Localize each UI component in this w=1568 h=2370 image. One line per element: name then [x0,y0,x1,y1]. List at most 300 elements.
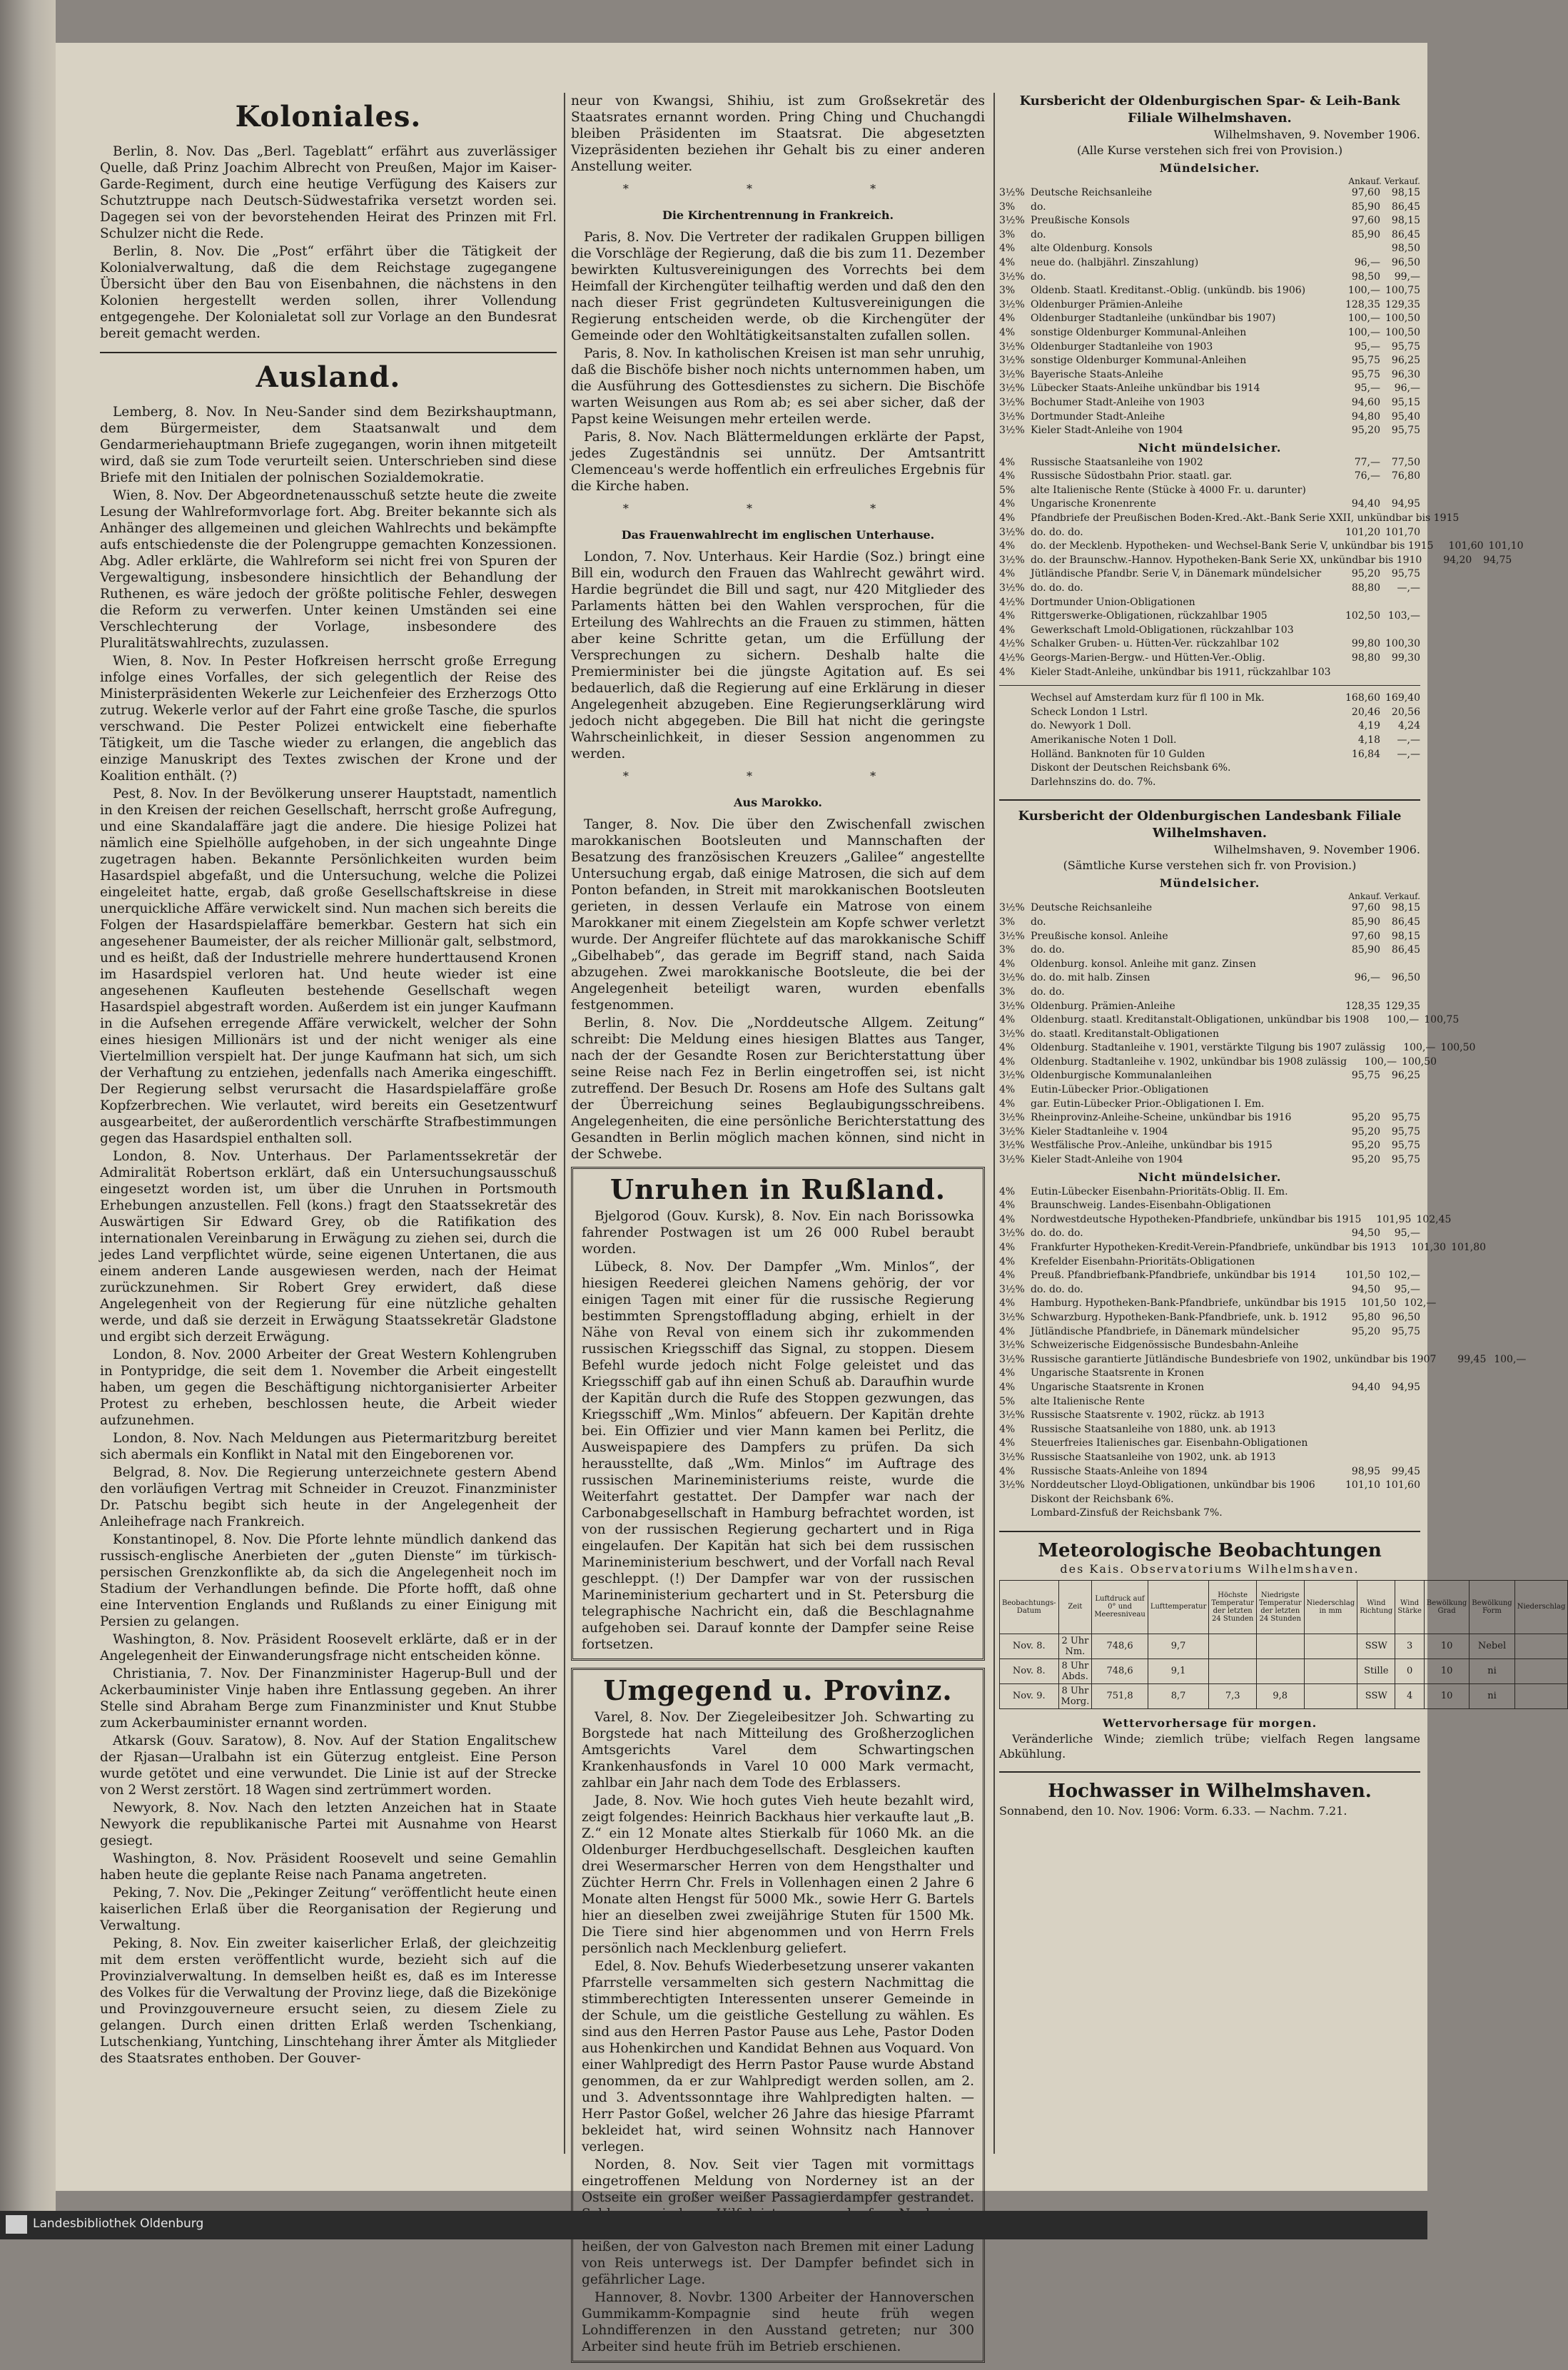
article: Washington, 8. Nov. Präsident Roosevelt und seine Gemahlin haben heute die geplante Reise nach Panama angetreten. [100,1851,557,1883]
security-name: Schwarzburg. Hypotheken-Bank-Pfandbriefe, unk. b. 1912 [1031,1311,1327,1323]
heading-umgegend: Umgegend u. Provinz. [603,1674,953,1706]
rate-value: 4% [999,256,1016,268]
buy-price [1330,1339,1380,1353]
security-name: do. do. do. [1031,582,1083,594]
rate-row [999,652,1420,666]
rate-value: 3% [999,201,1016,213]
sell-price: 101,80 [1451,1242,1487,1253]
rate-row [999,986,1420,1000]
rate-value [999,706,1031,720]
rate-row [999,1339,1420,1353]
buy-price [1330,986,1380,1000]
sell-price: 98,15 [1391,215,1420,227]
sell-price: 95,75 [1391,1125,1420,1138]
buy-price: 94,20 [1443,554,1472,566]
weather-cell: 0 [1395,1659,1425,1683]
security-name: Ungarische Staatsrente in Kronen [1031,1381,1204,1393]
kursbericht-note: (Sämtliche Kurse verstehen sich fr. von Provision.) [1063,859,1357,873]
rate-value: 4½% [999,638,1025,650]
rate-value: 4½% [999,596,1025,608]
rate-value: 3½% [999,1283,1025,1295]
rate-table [999,1185,1527,1521]
security-name: Russische Staatsanleihe von 1902 [1031,456,1203,468]
rate-value: 3½% [999,298,1025,310]
buy-price [1330,1451,1380,1465]
section-stars: * * * [622,769,934,783]
sell-price: 100,75 [1424,1014,1460,1026]
weather-cell [1256,1659,1304,1683]
buy-price: 95,75 [1351,1070,1380,1082]
buy-price: 168,60 [1345,692,1380,704]
buy-price: 4,18 [1357,734,1380,746]
rate-row [999,719,1420,734]
buy-price [1330,1367,1380,1381]
rate-row [999,270,1420,285]
rate-row [999,298,1420,313]
buy-price: 94,50 [1351,1227,1380,1240]
rate-row [999,666,1420,680]
rate-row [999,748,1420,762]
rate-row [999,1381,1420,1395]
buy-price [1330,1185,1380,1200]
weather-cell: SSW [1357,1683,1395,1708]
article: Belgrad, 8. Nov. Die Regierung unterzeichnete gestern Abend den vorläufigen Vertrag mit Schneider in Creuzot. Finanzminister Dr. Patschu begibt sich heute in der Angelegenheit der Anleihefrage nach Frankreich. [100,1465,557,1529]
sell-price: 95,— [1394,1283,1420,1295]
buy-price: 76,— [1354,470,1380,482]
sell-price: 100,50 [1402,1055,1437,1068]
rate-value: 3½% [999,1112,1025,1124]
buy-price: 4,19 [1357,720,1380,732]
sell-price: 95,40 [1391,410,1420,422]
heading-ausland: Ausland. [256,360,401,394]
sell-price [1380,986,1420,1000]
buy-price: 20,46 [1351,706,1380,718]
weather-column-header: Lufttemperatur [1148,1580,1209,1634]
rate-row [999,256,1420,270]
kursbericht-note: (Alle Kurse verstehen sich frei von Provision.) [1076,143,1343,157]
rate-row [999,410,1420,425]
security-name: do. do. do. [1031,526,1083,538]
sell-price: 96,30 [1391,368,1420,380]
rate-row [999,214,1420,228]
security-name: Amerikanische Noten 1 Doll. [1031,734,1177,746]
weather-cell: SSW [1357,1634,1395,1659]
weather-cell: 751,8 [1092,1683,1148,1708]
security-name: Ungarische Staatsrente in Kronen [1031,1367,1204,1379]
security-name: do. do. mit halb. Zinsen [1031,972,1150,984]
rate-row [999,1311,1420,1325]
sell-price [1380,624,1420,638]
article: Wien, 8. Nov. In Pester Hofkreisen herrscht große Erregung infolge eines Vorfalles, der sich gelegentlich der Reise des Ministerpräsidenten Wekerle zur Leichenfeier des Erzherzogs Otto zutrug. Wekerle verlor auf der Fahrt eine große Tasche, die spurlos verschwand. Die Pester Polizei entwickelt eine fieberhafte Tätigkeit, um die Tasche wieder zu erlangen, die angeblich das einzige Manuskript des Textes zwischen der Krone und der Koalition enthält. (?) [100,654,557,784]
security-name: Oldenburg. Stadtanleihe v. 1902, unkündbar bis 1908 zulässig [1031,1055,1347,1068]
sell-price: 102,45 [1416,1213,1452,1225]
buy-price: 95,75 [1351,355,1380,367]
weather-column-header: Höchste Temperatur der letzten 24 Stunden [1209,1580,1257,1634]
rate-value [999,719,1031,734]
buy-price: 100,— [1403,1042,1436,1054]
hochwasser-title: Hochwasser in Wilhelmshaven. [1048,1780,1372,1802]
sell-price: 95,— [1394,1227,1420,1240]
weather-cell: Nov. 8. [1000,1634,1059,1659]
sell-price [1380,1255,1420,1270]
weather-cell: 9,1 [1148,1659,1209,1683]
security-name: Gewerkschaft Lmold-Obligationen, rückzahlbar 103 [1031,624,1294,636]
sell-price: 99,30 [1391,652,1420,664]
sell-price: 98,15 [1391,902,1420,914]
column-a [100,93,557,2068]
buy-price: 97,60 [1351,930,1380,942]
rate-row [999,242,1420,256]
weather-cell: 10 [1424,1659,1469,1683]
sell-price: 98,50 [1391,243,1420,255]
security-name: Russische Staatsanleihe von 1902, unk. ab 1913 [1031,1451,1276,1463]
security-name: Lübecker Staats-Anleihe unkündbar bis 1914 [1031,383,1260,395]
rate-value [999,776,1031,790]
rate-value: 4% [999,958,1016,970]
rate-value: 4% [999,1185,1016,1197]
security-name: Oldenburgische Kommunalanleihen [1031,1070,1212,1082]
rate-row [999,1506,1420,1521]
section-stars: * * * [622,182,934,196]
security-name: do. [1031,916,1046,928]
article: Berlin, 8. Nov. Das „Berl. Tageblatt“ erfährt aus zuverlässiger Quelle, daß Prinz Joachim Albrecht von Preußen, Major im Kaiser-Garde-Regiment, durch eine heutige Verfügung des Kaisers zur Schutztruppe nach Deutsch-Südwestafrika versetzt worden sei. Dagegen sei von der bevorstehenden Heirat des Prinzen mit Frl. Schulzer nicht die Rede. [100,144,557,241]
sell-price: 96,25 [1391,1070,1420,1082]
buy-price: 100,— [1364,1055,1397,1068]
sell-price: 94,95 [1391,1381,1420,1393]
rate-row [999,1000,1420,1014]
rate-value: 4% [999,1242,1016,1253]
security-name: Kieler Stadt-Anleihe von 1904 [1031,425,1183,437]
security-name: Hamburg. Hypotheken-Bank-Pfandbriefe, unkündbar bis 1915 [1031,1297,1347,1310]
weather-section [999,1539,1566,1761]
article: Lübeck, 8. Nov. Der Dampfer „Wm. Minlos“, der hiesigen Reederei gleichen Namens gehörig, der vor einigen Tagen mit einer für die russische Regierung bestimmten Sprengstoffladung abging, erhielt in der Nähe von Reval von einem sich ihr zukommenden russischen Kriegsschiff das Signal, zu stoppen. Diesem Befehl wurde jedoch nicht Folge geleistet und das Kriegsschiff gab auf ihn einen Schuß ab. Daraufhin wurde der Kapitän durch die Rufe des Stoppen gezwungen, das Kriegsschiff „Wm. Minlos“ abfeuern. Der Kapitän drehte bei. Ein Offizier und vier Mann kamen bei Perlitz, die Ausweispapiere des Dampfers zu prüfen. Da sich herausstellte, daß „Wm. Minlos“ im Auftrage des russischen Marineministeriums reiste, wurde die Weiterfahrt gestattet. Der Dampfer war nach der Carbonabgesellschaft in Hamburg befrachtet worden, ist von der russischen Regierung gechartert und in Riga eingelaufen. Der Kapitän hat sich bei dem russischen Marineministerium beschwert, und der Vorfall nach Reval geschleppt. (!) Der Dampfer war von der russischen Marineministerium gechartert und in St. Petersburg die telegraphische Nachricht ein, daß die Beschlagnahme aufgehoben sei. Darauf konnte der Dampfer seine Reise fortsetzen. [582,1260,974,1652]
sell-price: 96,— [1394,383,1420,395]
library-logo-icon [6,2215,27,2234]
rate-row [999,340,1420,355]
buy-price: 85,90 [1351,201,1380,213]
article: Wien, 8. Nov. Der Abgeordnetenausschuß setzte heute die zweite Lesung der Wahlreformvorlage fort. Abg. Breiter bekannte sich als Anhänger des allgemeinen und gleichen Wahlrechts und bekämpfte aufs entschiedenste die der Polengruppe gemachten Konzessionen. Abg. Adler erklärte, die Wahlreform sei nicht frei von Spuren der Vergewaltigung, insbesondere hinsichtlich der Behandlung der Ruthenen, es wäre jedoch der größte politische Fehler, deswegen die Reform zu verwerfen. Unter keinen Umständen sei eine Verschlechterung der Vorlage, insbesondere des Pluralitätswahlrechts, zuzulassen. [100,488,557,651]
weather-column-header: Niedrigste Temperatur der letzten 24 Stunden [1256,1580,1304,1634]
weather-cell [1304,1634,1357,1659]
sell-price [1380,1185,1420,1200]
hochwasser-text: Sonnabend, den 10. Nov. 1906: Vorm. 6.33. — Nachm. 7.21. [999,1803,1347,1818]
sell-price [1380,1423,1420,1437]
rate-row [999,958,1420,972]
sell-price [1380,1199,1420,1213]
sell-price [1509,512,1549,526]
sell-price: 86,45 [1391,201,1420,213]
weather-cell: Nov. 9. [1000,1683,1059,1708]
sell-price: 95,75 [1391,1112,1420,1124]
rate-value: 4% [999,1014,1016,1026]
rate-row [999,1367,1420,1381]
security-name: Bochumer Stadt-Anleihe von 1903 [1031,396,1205,408]
buy-price: 96,— [1354,972,1380,984]
security-name: Oldenburger Stadtanleihe (unkündbar bis 1907) [1031,313,1276,325]
rate-value: 3½% [999,1451,1025,1463]
rate-row [999,692,1420,706]
security-name: Bayerische Staats-Anleihe [1031,368,1163,380]
buy-price: 95,— [1354,383,1380,395]
rate-value: 3% [999,986,1016,998]
buy-price: 95,20 [1351,1140,1380,1152]
rate-row [999,1111,1420,1125]
security-name: Deutsche Reichsanleihe [1031,187,1153,198]
buy-price: 94,80 [1351,410,1380,422]
sell-price [1380,1493,1420,1507]
weather-column-header: Wind Richtung [1357,1580,1395,1634]
buy-price [1330,1199,1380,1213]
security-name: Russische Staats-Anleihe von 1894 [1031,1465,1208,1477]
rate-row [999,1028,1420,1042]
rate-row [999,186,1420,201]
sell-price: 101,70 [1385,526,1420,538]
column-header: Ankauf. Verkauf. [1348,176,1420,186]
sell-price: 101,10 [1488,540,1524,552]
weather-row [1000,1683,1568,1708]
buy-price: 95,20 [1351,425,1380,437]
sell-price [1380,761,1420,776]
divider [999,685,1420,686]
article: Lemberg, 8. Nov. In Neu-Sander sind dem Bezirkshauptmann, dem Bürgermeister, dem Staatsanwalt und dem Gendarmeriehauptmann Briefe zugegangen, worin ihnen mitgeteilt wird, daß sie zum Tode verurteilt seien. Unterschrieben sind diese Briefe mit den Initialen der polnischen Sozialdemokratie. [100,405,557,485]
kursbericht-date: Wilhelmshaven, 9. November 1906. [1213,128,1420,141]
security-name: do. [1031,270,1046,283]
rate-row [999,1395,1420,1409]
buy-price: 128,35 [1345,1000,1380,1012]
rate-row [999,1493,1420,1507]
weather-cell: 8 Uhr Morg. [1058,1683,1092,1708]
security-name: Oldenburger Stadtanleihe von 1903 [1031,340,1213,353]
weather-column-header: Bewölkung Form [1470,1580,1514,1634]
security-name: alte Oldenburg. Konsols [1031,243,1153,255]
weather-cell: 4 [1395,1683,1425,1708]
rate-value: 3½% [999,270,1025,283]
article: Norden, 8. Nov. Seit vier Tagen mit vormittags eingetroffenen Meldung von Norderney ist an der Ostseite ein großer weißer Passagierdampfer gestrandet. heißen, der von Galveston nach Bremen mit einer Ladung von Reis unterwegs ist. Der Dampfer befindet sich in gefährlicher Lage. [582,2157,974,2287]
buy-price [1330,1255,1380,1270]
article: Christiania, 7. Nov. Der Finanzminister Hagerup-Bull und der Ackerbauminister Vinje haben ihre Entlassung gegeben. An ihrer Stelle sind Abraham Berge zum Finanzminister und Knut Stubbe zum Ackerbauminister ernannt worden. [100,1666,557,1731]
buy-price [1330,958,1380,972]
article: Peking, 7. Nov. Die „Pekinger Zeitung“ veröffentlicht heute einen kaiserlichen Erlaß über die Reorganisation der Regierung und Verwaltung. [100,1885,557,1933]
weather-column-header: Bewölkung Grad [1424,1580,1469,1634]
kursbericht-landesbank [999,808,1527,1521]
rate-row [999,1041,1476,1055]
rate-row [999,201,1420,215]
rate-value: 3% [999,228,1016,240]
sell-price: 95,75 [1391,568,1420,580]
rate-row [999,1055,1437,1070]
rate-value: 3½% [999,1028,1025,1040]
article: Atkarsk (Gouv. Saratow), 8. Nov. Auf der Station Engalitschew der Rjasan—Uralbahn ist ein Güterzug entgleist. Eine Person wurde getötet und eine verwundet. Die Linie ist auf der Strecke von 2 Werst zerstört. 18 Wagen sind zertrümmert worden. [100,1733,557,1798]
subheading-mundelsicher: Mündelsicher. [1159,876,1260,891]
weather-cell: Nov. 8. [1000,1659,1059,1683]
sell-price [1380,1367,1420,1381]
buy-price [1330,776,1380,790]
rate-row [999,284,1420,298]
weather-column-header: Niederschlag [1514,1580,1568,1634]
sell-price: 96,25 [1391,355,1420,367]
weather-body [1000,1634,1568,1708]
article: Berlin, 8. Nov. Die „Norddeutsche Allgem. Zeitung“ schreibt: Die Meldung eines hiesigen Blattes aus Tanger, nach der der Gesandte Rosen zur Berichterstattung über seine Reise nach Fez in Berlin eingetroffen sei, ist nicht zutreffend. Der Besuch Dr. Rosens am Hofe des Sultans galt der Überreichung seines Beglaubigungsschreibens. Angelegenheiten, die eine persönliche Berichterstattung des Gesandten in Berlin möglich machen können, sind nicht in der Schwebe. [571,1016,985,1162]
sell-price: 96,50 [1391,1311,1420,1323]
column-c [999,93,1566,1820]
rate-row [999,456,1420,470]
rate-value: 3½% [999,187,1025,198]
buy-price: 101,50 [1345,1270,1380,1282]
rate-value: 4% [999,470,1016,482]
heading-frauenwahlrecht: Das Frauenwahlrecht im englischen Unterhause. [621,528,935,542]
rate-value: 3½% [999,215,1025,227]
subheading-nicht-mundelsicher: Nicht mündelsicher. [1138,440,1282,455]
buy-price: 95,— [1354,340,1380,353]
weather-cell: 9,7 [1148,1634,1209,1659]
rate-value: 4% [999,610,1016,622]
buy-price: 100,— [1387,1014,1420,1026]
weather-cell [1514,1634,1568,1659]
buy-price: 101,20 [1345,526,1380,538]
weather-cell [1209,1634,1257,1659]
security-name: Rittgerswerke-Obligationen, rückzahlbar 1905 [1031,610,1268,622]
sell-price: 86,45 [1391,944,1420,956]
weather-cell [1304,1659,1357,1683]
rate-row [999,354,1420,368]
sell-price: 76,80 [1391,470,1420,482]
article: Jade, 8. Nov. Wie hoch gutes Vieh heute bezahlt wird, zeigt folgendes: Heinrich Backhaus hier verkaufte laut „B. Z.“ ein 12 Monate altes Stierkalb für 1060 Mk. an die Oldenburger Herdbuchgesellschaft. Desgleichen kauften drei Wesermarscher Herren von dem Hengsthalter und Züchter Herrn Chr. Frels in Vollenhagen einen 2 Jahre 6 Monate alten Hengst für 5000 Mk., sowie Herr G. Bartels hier an dieselben zwei zweijährige Stuten für 1500 Mk. Die Tiere sind hier abgenommen und von Herrn Frels persönlich nach Mecklenburg geliefert. [582,1793,974,1956]
rate-row [999,497,1420,512]
subheading-nicht-mundelsicher: Nicht mündelsicher. [1138,1170,1282,1184]
weather-row [1000,1634,1568,1659]
sell-price [1380,1451,1420,1465]
buy-price: 94,60 [1351,396,1380,408]
weather-cell: Stille [1357,1659,1395,1683]
rate-row [999,368,1420,383]
rate-row [999,326,1420,340]
buy-price: 16,84 [1351,748,1380,760]
sell-price: 102,— [1387,1270,1420,1282]
section-divider [999,1531,1420,1532]
rate-row [999,596,1420,610]
buy-price: 99,80 [1351,638,1380,650]
rate-value: 4% [999,243,1016,255]
article: Washington, 8. Nov. Präsident Roosevelt erklärte, daß er in der Angelegenheit der Einwanderungsfrage nicht entscheiden könne. [100,1632,557,1663]
rate-row [999,1255,1420,1270]
rate-value: 4% [999,1367,1016,1379]
rate-value [999,734,1031,748]
rate-value: 5% [999,484,1016,496]
security-name: Dortmunder Stadt-Anleihe [1031,410,1165,422]
rate-value: 4% [999,1297,1016,1310]
rate-value: 4% [999,1042,1016,1054]
security-name: Krefelder Eisenbahn-Prioritäts-Obligationen [1031,1255,1255,1267]
buy-price: 95,20 [1351,1112,1380,1124]
rate-value: 4% [999,512,1016,525]
weather-cell: 7,3 [1209,1683,1257,1708]
buy-price: 95,20 [1351,568,1380,580]
rate-row [999,1297,1437,1311]
buy-price: 98,80 [1351,652,1380,664]
rate-row [999,1013,1460,1028]
rate-row [999,1353,1527,1367]
buy-price: 95,75 [1351,368,1380,380]
sell-price [1380,1409,1420,1423]
sell-price: 129,35 [1385,298,1420,310]
security-name: Russische Staatsanleihe von 1880, unk. ab 1913 [1031,1423,1276,1435]
security-name: Oldenburg. Prämien-Anleihe [1031,1000,1175,1012]
weather-column-header: Wind Stärke [1395,1580,1425,1634]
buy-price [1330,1028,1380,1042]
security-name: Jütländische Pfandbriefe, in Dänemark mündelsicher [1031,1325,1300,1337]
rate-row [999,776,1420,790]
security-name: sonstige Oldenburger Kommunal-Anleihen [1031,355,1247,367]
sell-price: 103,— [1387,610,1420,622]
ausland-articles [100,404,557,2067]
buy-price [1330,1098,1380,1112]
rate-value: 4% [999,456,1016,468]
buy-price: 101,30 [1411,1242,1447,1253]
rate-value: 4% [999,540,1016,552]
security-name: Deutsche Reichsanleihe [1031,902,1153,914]
sell-price: 100,50 [1385,326,1420,338]
rate-value: 3½% [999,425,1025,437]
article: Edel, 8. Nov. Behufs Wiederbesetzung unserer vakanten Pfarrstelle versammelten sich gestern Nachmittag die stimmberechtigten Interessenten unserer Gemeinde in der Schule, um die geistliche Gestellung zu wählen. Es sind aus den Herren Pastor Pause aus Lehe, Pastor Doden aus Hohenkirchen und Kandidat Behnen aus Voquard. Von einer Wahlpredigt des Herrn Pastor Pause wurde Abstand genommen, da er zur Wahlpredigt werden sollen, am 2. und 3. Adventssonntage ihre Wahlpredigten halten. — Herr Pastor Goßel, welcher 26 Jahre das hiesige Pfarramt bekleidet hat, wird seinen Wohnsitz nach Hannover verlegen. [582,1959,974,2154]
weather-column-header: Beobachtungs-Datum [1000,1580,1059,1634]
rate-row [999,540,1524,554]
sell-price [1380,1395,1420,1409]
buy-price: 85,90 [1351,944,1380,956]
column-rule-1 [564,93,565,2154]
security-name: do. der Mecklenb. Hypotheken- und Wechsel-Bank Serie V, unkündbar bis 1915 [1031,540,1434,552]
rate-value: 4% [999,1381,1016,1393]
buy-price: 96,— [1354,256,1380,268]
rate-value: 3½% [999,1000,1025,1012]
security-name: Georgs-Marien-Bergw.- und Hütten-Ver.-Oblig. [1031,652,1265,664]
weather-cell: 2 Uhr Nm. [1058,1634,1092,1659]
weather-cell: 8,7 [1148,1683,1209,1708]
sell-price: 95,75 [1391,425,1420,437]
rate-value: 3½% [999,396,1025,408]
weather-cell: 8 Uhr Abds. [1058,1659,1092,1683]
sell-price [1380,1506,1420,1521]
sell-price [1380,1098,1420,1112]
forecast-text: Veränderliche Winde; ziemlich trübe; vielfach Regen langsame Abkühlung. [999,1731,1420,1761]
security-name: Oldenburger Prämien-Anleihe [1031,298,1183,310]
buy-price: 102,50 [1345,610,1380,622]
weather-column-header: Luftdruck auf 0° und Meeresniveau [1092,1580,1148,1634]
weather-cell: ni [1470,1683,1514,1708]
article: London, 7. Nov. Unterhaus. Keir Hardie (Soz.) bringt eine Bill ein, wodurch den Frauen das Wahlrecht gewährt wird. Hardie begründet die Bill und sagt, nur 420 Mitglieder des Parlaments hätten bei den Wahlen versprochen, für die Erteilung des Wahlrechts an die Frauen zu stimmen, hätten aber keine Schritte getan, um die Erfüllung der Versprechungen zu sichern. Deshalb halte die Premierminister bei die jüngste Agitation auf. Es sei bedauerlich, daß die Regierung auf eine Erklärung in dieser Angelegenheit abzugeben. Eine Regierungserklärung wird jedoch nicht abgegeben. Die Bill hat nicht die geringste Wahrscheinlichkeit, in dieser Session angenommen zu werden. [571,550,985,761]
security-name: Schalker Gruben- u. Hütten-Ver. rückzahlbar 102 [1031,638,1280,650]
rate-row [999,396,1420,410]
rate-row [999,1437,1420,1451]
security-name: do. do. [1031,944,1065,956]
article: Newyork, 8. Nov. Nach den letzten Anzeichen hat in Staate Newyork die republikanische Partei mit Ausnahme von Hearst gesiegt. [100,1801,557,1848]
buy-price [1330,1437,1380,1451]
rate-value: 3½% [999,368,1025,380]
security-name: Scheck London 1 Lstrl. [1031,706,1148,718]
library-name: Landesbibliothek Oldenburg [33,2217,204,2231]
buy-price: 100,— [1347,285,1380,297]
rate-row [999,1098,1420,1112]
buy-price: 95,20 [1351,1154,1380,1166]
buy-price: 95,20 [1351,1325,1380,1337]
buy-price [1330,624,1380,638]
rate-value: 3½% [999,554,1025,566]
rate-value: 4% [999,1213,1016,1225]
security-name: do. Newyork 1 Doll. [1031,720,1131,732]
rate-value: 3½% [999,340,1025,353]
kursbericht-date: Wilhelmshaven, 9. November 1906. [1213,843,1420,857]
buy-price: 100,— [1347,313,1380,325]
article-continued: neur von Kwangsi, Shihiu, ist zum Großsekretär des Staatsrates ernannt worden. Pring Ching und Chuchangdi bleiben Präsidenten im Staatsrat. Die abgesetzten Vizepräsidenten beziehen ihr Gehalt bis zu einer anderen Anstellung weiter. [571,93,985,174]
